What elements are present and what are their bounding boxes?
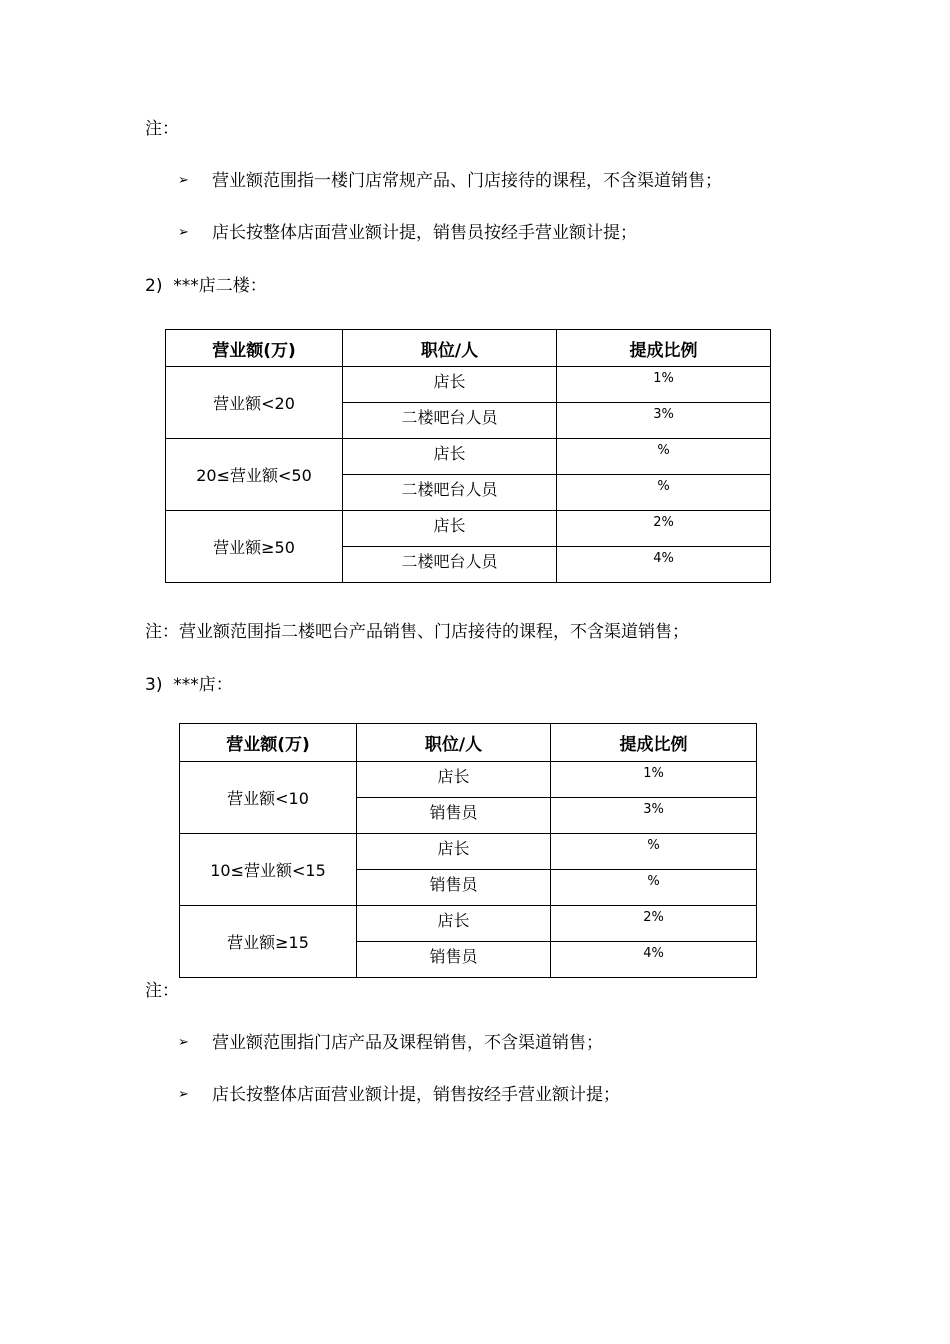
- role-cell: 店长: [343, 439, 557, 475]
- commission-table-2f: [165, 329, 771, 583]
- bullet-icon: ➢: [178, 173, 189, 188]
- revenue-range-cell: 营业额<10: [180, 762, 357, 834]
- rate-cell: %: [551, 834, 757, 870]
- table-row: [166, 367, 771, 403]
- revenue-range-cell: 营业额<20: [166, 367, 343, 439]
- role-cell: 店长: [343, 367, 557, 403]
- revenue-range-cell: 营业额≥50: [166, 511, 343, 583]
- column-header: 提成比例: [557, 330, 771, 367]
- bullet-icon: ➢: [178, 1087, 189, 1102]
- rate-cell: %: [551, 870, 757, 906]
- table-row: [166, 439, 771, 475]
- note-label-1: 注：: [145, 119, 179, 139]
- table-row: [180, 834, 757, 870]
- rate-cell: %: [557, 439, 771, 475]
- section-heading-2: 2) ***店二楼：: [145, 276, 267, 296]
- role-cell: 二楼吧台人员: [343, 475, 557, 511]
- role-cell: 店长: [357, 834, 551, 870]
- rate-cell: 1%: [557, 367, 771, 403]
- role-cell: 二楼吧台人员: [343, 547, 557, 583]
- rate-cell: %: [557, 475, 771, 511]
- rate-cell: 1%: [551, 762, 757, 798]
- rate-cell: 3%: [557, 403, 771, 439]
- note-label-3: 注：: [145, 981, 179, 1001]
- section-heading-3: 3) ***店：: [145, 675, 233, 695]
- column-header: 职位/人: [357, 724, 551, 762]
- note-item: 营业额范围指一楼门店常规产品、门店接待的课程，不含渠道销售；: [212, 171, 722, 191]
- rate-cell: 2%: [551, 906, 757, 942]
- commission-table-store: [179, 723, 757, 978]
- note-item: 店长按整体店面营业额计提，销售员按经手营业额计提；: [212, 223, 637, 243]
- rate-cell: 4%: [551, 942, 757, 978]
- section-note-2: 注：营业额范围指二楼吧台产品销售、门店接待的课程，不含渠道销售；: [145, 622, 689, 642]
- revenue-range-cell: 10≤营业额<15: [180, 834, 357, 906]
- role-cell: 销售员: [357, 870, 551, 906]
- bullet-icon: ➢: [178, 225, 189, 240]
- bullet-icon: ➢: [178, 1035, 189, 1050]
- column-header: 营业额(万): [180, 724, 357, 762]
- note-item: 店长按整体店面营业额计提，销售按经手营业额计提；: [212, 1085, 620, 1105]
- column-header: 营业额(万): [166, 330, 343, 367]
- revenue-range-cell: 20≤营业额<50: [166, 439, 343, 511]
- table-row: [180, 906, 757, 942]
- rate-cell: 4%: [557, 547, 771, 583]
- rate-cell: 3%: [551, 798, 757, 834]
- role-cell: 销售员: [357, 798, 551, 834]
- role-cell: 店长: [343, 511, 557, 547]
- column-header: 提成比例: [551, 724, 757, 762]
- column-header: 职位/人: [343, 330, 557, 367]
- role-cell: 店长: [357, 762, 551, 798]
- role-cell: 店长: [357, 906, 551, 942]
- revenue-range-cell: 营业额≥15: [180, 906, 357, 978]
- role-cell: 销售员: [357, 942, 551, 978]
- table-row: [166, 511, 771, 547]
- role-cell: 二楼吧台人员: [343, 403, 557, 439]
- note-item: 营业额范围指门店产品及课程销售，不含渠道销售；: [212, 1033, 603, 1053]
- table-row: [180, 762, 757, 798]
- rate-cell: 2%: [557, 511, 771, 547]
